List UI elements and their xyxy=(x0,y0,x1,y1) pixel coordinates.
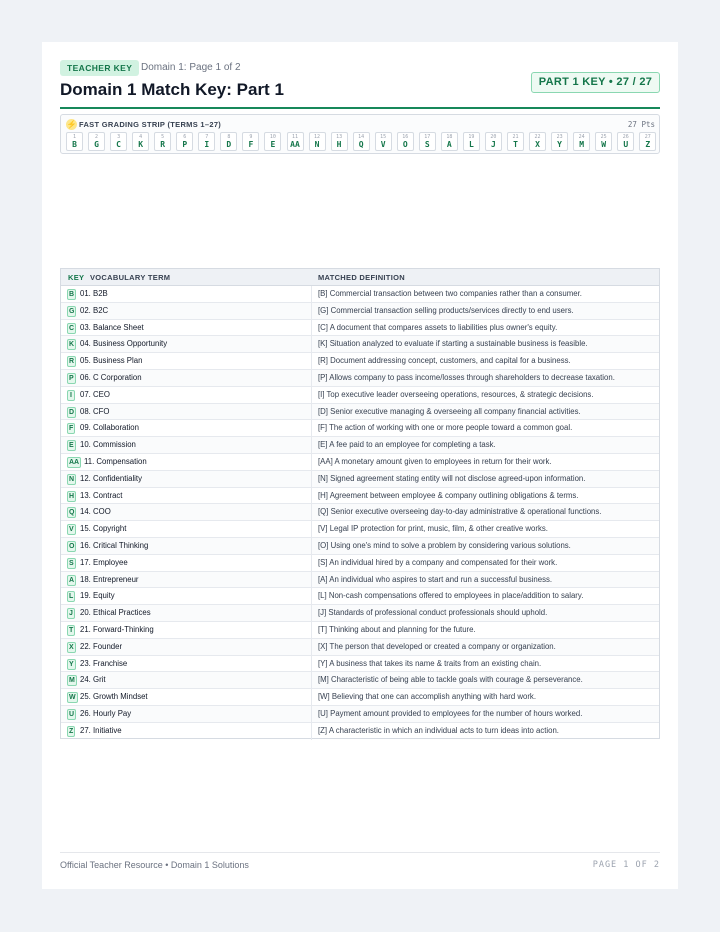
table-row xyxy=(61,572,659,589)
grading-cell-number: 6 xyxy=(183,134,187,140)
header-key: KEY xyxy=(68,273,85,282)
key-letter-badge: T xyxy=(69,626,74,634)
vocabulary-term: 10. Commission xyxy=(80,440,136,450)
column-divider xyxy=(311,504,312,520)
grading-cell-number: 2 xyxy=(95,134,99,140)
matched-definition: [O] Using one's mind to solve a problem by considering various solutions. xyxy=(318,540,571,550)
grading-cell xyxy=(551,132,568,151)
column-divider xyxy=(311,471,312,487)
matched-definition: [F] The action of working with one or more people toward a common goal. xyxy=(318,423,573,433)
key-letter-badge: P xyxy=(69,374,74,382)
vocabulary-term: 19. Equity xyxy=(80,591,115,601)
vocabulary-term: 18. Entrepreneur xyxy=(80,574,139,584)
grading-cell-number: 13 xyxy=(336,134,343,140)
grading-cell-number: 23 xyxy=(556,134,563,140)
vocabulary-term: 03. Balance Sheet xyxy=(80,322,144,332)
matched-definition: [J] Standards of professional conduct professionals should uphold. xyxy=(318,608,548,618)
matched-definition: [U] Payment amount provided to employees for the number of hours worked. xyxy=(318,708,583,718)
vocabulary-term: 02. B2C xyxy=(80,305,109,315)
grading-cell xyxy=(132,132,149,151)
column-divider xyxy=(311,303,312,319)
vocabulary-term: 01. B2B xyxy=(80,289,108,298)
table-row xyxy=(61,488,659,505)
grading-cell xyxy=(397,132,414,151)
grading-cell-number: 14 xyxy=(358,134,365,140)
matched-definition: [Z] A characteristic in which an individual acts to turn ideas into action. xyxy=(318,725,559,735)
matched-definition: [X] The person that developed or created a company or organization. xyxy=(318,641,556,651)
grading-cell-letter: W xyxy=(601,140,607,149)
grading-cell-letter: U xyxy=(623,140,629,149)
grading-cell-number: 21 xyxy=(512,134,519,140)
table-row xyxy=(61,504,659,521)
grading-cell-letter: Y xyxy=(557,140,562,149)
grading-cell xyxy=(88,132,105,151)
matched-definition: [Q] Senior executive overseeing day-to-day administrative & operational functions. xyxy=(318,507,602,517)
footer-divider xyxy=(60,852,660,853)
column-divider xyxy=(311,387,312,403)
grading-cell xyxy=(507,132,524,151)
key-letter-badge: L xyxy=(69,593,74,601)
grading-cell-number: 26 xyxy=(622,134,629,140)
table-row xyxy=(61,370,659,387)
grading-cell xyxy=(287,132,304,151)
grading-cell xyxy=(110,132,127,151)
grading-cell-letter: Z xyxy=(645,140,651,149)
grading-cell-letter: Q xyxy=(358,140,364,149)
grading-cell-letter: K xyxy=(138,140,144,149)
table-row xyxy=(61,588,659,605)
key-letter-badge: W xyxy=(69,694,76,702)
column-divider xyxy=(311,538,312,554)
table-row xyxy=(61,672,659,689)
key-letter-badge: V xyxy=(69,526,74,534)
vocabulary-term: 05. Business Plan xyxy=(80,356,143,366)
key-letter-badge: Q xyxy=(69,509,75,517)
grading-cell-letter: J xyxy=(491,140,496,149)
vocabulary-term: 11. Compensation xyxy=(84,456,147,466)
column-divider xyxy=(311,420,312,436)
table-row xyxy=(61,656,659,673)
column-divider xyxy=(311,404,312,420)
vocabulary-term: 20. Ethical Practices xyxy=(80,608,151,618)
grading-cell-letter: T xyxy=(513,140,518,149)
vocabulary-term: 21. Forward-Thinking xyxy=(80,624,154,634)
grading-cell-number: 24 xyxy=(578,134,585,140)
grading-cell xyxy=(617,132,634,151)
column-divider xyxy=(311,454,312,470)
table-row xyxy=(61,723,659,740)
table-row xyxy=(61,689,659,706)
vocabulary-term: 15. Copyright xyxy=(80,524,127,534)
grading-cell-letter: F xyxy=(248,140,254,149)
grading-cell-letter: P xyxy=(182,140,188,149)
table-row xyxy=(61,336,659,353)
grading-cell-number: 3 xyxy=(117,134,121,140)
grading-cell-letter: E xyxy=(270,140,276,149)
key-letter-badge: S xyxy=(69,559,74,567)
column-divider xyxy=(311,723,312,740)
grading-cell xyxy=(198,132,215,151)
key-letter-badge: E xyxy=(69,442,74,450)
page-subtitle: Domain 1: Page 1 of 2 xyxy=(141,62,241,73)
matched-definition: [G] Commercial transaction selling products/services directly to end users. xyxy=(318,305,574,315)
grading-cell-number: 11 xyxy=(291,134,299,140)
table-row xyxy=(61,353,659,370)
grading-cell-number: 12 xyxy=(314,134,321,140)
column-divider xyxy=(311,488,312,504)
table-row xyxy=(61,538,659,555)
matched-definition: [AA] A monetary amount given to employees in return for their work. xyxy=(318,456,552,466)
vocabulary-term: 06. C Corporation xyxy=(80,372,142,382)
grading-cell-number: 7 xyxy=(205,134,209,140)
matched-definition: [W] Believing that one can accomplish anything with hard work. xyxy=(318,692,536,702)
table-row xyxy=(61,303,659,320)
grading-cell-number: 4 xyxy=(139,134,143,140)
key-letter-badge: Z xyxy=(69,727,74,735)
grading-cell-letter: G xyxy=(94,140,99,149)
column-divider xyxy=(311,555,312,571)
grading-cell xyxy=(309,132,326,151)
grading-cell-number: 1 xyxy=(72,134,76,140)
header-matched-definition: MATCHED DEFINITION xyxy=(318,273,405,282)
grading-cell-number: 8 xyxy=(227,134,231,140)
grading-cell-number: 19 xyxy=(468,134,475,140)
table-row xyxy=(61,521,659,538)
grading-cell xyxy=(66,132,83,151)
vocabulary-term: 25. Growth Mindset xyxy=(80,692,148,702)
grading-cell-letter: S xyxy=(424,140,430,149)
table-row xyxy=(61,622,659,639)
grading-cell xyxy=(331,132,348,151)
matched-definition: [M] Characteristic of being able to tackle goals with courage & perseverance. xyxy=(318,675,583,685)
column-divider xyxy=(311,656,312,672)
table-row xyxy=(61,605,659,622)
matched-definition: [A] An individual who aspires to start and run a successful business. xyxy=(318,574,553,584)
footer-label: Official Teacher Resource • Domain 1 Solutions xyxy=(60,860,249,870)
vocabulary-term: 16. Critical Thinking xyxy=(80,540,149,550)
vocabulary-term: 08. CFO xyxy=(80,406,110,416)
key-letter-badge: J xyxy=(67,608,75,619)
key-letter-badge: Y xyxy=(69,660,74,668)
grading-cell-number: 20 xyxy=(490,134,497,140)
vocabulary-term: 13. Contract xyxy=(80,490,123,500)
column-divider xyxy=(311,353,312,369)
key-letter-badge: B xyxy=(69,291,75,298)
column-divider xyxy=(311,521,312,537)
vocabulary-term: 09. Collaboration xyxy=(80,423,139,433)
grading-strip xyxy=(60,114,660,154)
grading-cell-number: 16 xyxy=(402,134,409,140)
table-row xyxy=(61,420,659,437)
vocabulary-term: 23. Franchise xyxy=(80,658,128,668)
page-title: Domain 1 Match Key: Part 1 xyxy=(60,80,284,99)
grading-cell-number: 25 xyxy=(600,134,607,140)
answer-key-page xyxy=(42,42,678,889)
grading-cell-number: 5 xyxy=(161,134,165,140)
grading-cell-number: 18 xyxy=(446,134,453,140)
matched-definition: [D] Senior executive managing & overseeing all company financial activities. xyxy=(318,406,581,416)
table-row xyxy=(61,639,659,656)
matched-definition: [R] Document addressing concept, customers, and capital for a business. xyxy=(318,356,571,366)
grading-cell xyxy=(242,132,259,151)
vocabulary-term: 12. Confidentiality xyxy=(80,473,142,483)
column-divider xyxy=(311,706,312,722)
table-row xyxy=(61,555,659,572)
teacher-key-badge: TEACHER KEY xyxy=(60,60,139,76)
matched-definition: [S] An individual hired by a company and compensated for their work. xyxy=(318,557,558,567)
vocabulary-term: 26. Hourly Pay xyxy=(80,708,132,718)
column-divider xyxy=(311,370,312,386)
grading-cell-letter: H xyxy=(336,140,342,149)
table-row xyxy=(61,404,659,421)
header-vocabulary-term: VOCABULARY TERM xyxy=(90,273,171,282)
vocabulary-term: 27. Initiative xyxy=(80,725,122,735)
grading-cell xyxy=(220,132,237,151)
vocabulary-term: 22. Founder xyxy=(80,641,123,651)
grading-cell xyxy=(485,132,502,151)
grading-cell-letter: AA xyxy=(290,140,300,149)
key-letter-badge: F xyxy=(69,425,74,433)
grading-cell xyxy=(639,132,656,151)
grading-cell xyxy=(264,132,281,151)
key-letter-badge: R xyxy=(69,358,75,366)
table-row xyxy=(61,387,659,404)
grading-strip-points: 27 Pts xyxy=(627,120,655,129)
table-body xyxy=(61,286,659,740)
matched-definition: [E] A fee paid to an employee for completing a task. xyxy=(318,440,496,450)
lightning-bolt-icon: ⚡ xyxy=(66,120,77,129)
matched-definition: [C] A document that compares assets to liabilities plus owner's equity. xyxy=(318,322,558,332)
vocabulary-term: 04. Business Opportunity xyxy=(80,339,168,349)
match-key-table xyxy=(60,268,660,739)
grading-cell-letter: B xyxy=(72,140,77,149)
key-letter-badge: M xyxy=(69,677,75,685)
grading-cell xyxy=(176,132,193,151)
key-letter-badge: D xyxy=(69,408,75,416)
grading-cell-letter: X xyxy=(535,140,540,149)
key-letter-badge: X xyxy=(69,643,74,651)
grading-cell-letter: V xyxy=(380,140,386,149)
vocabulary-term: 24. Grit xyxy=(80,675,106,685)
grading-cell-letter: I xyxy=(204,140,210,149)
matched-definition: [B] Commercial transaction between two companies rather than a consumer. xyxy=(318,289,582,298)
table-row xyxy=(61,437,659,454)
grading-cell xyxy=(595,132,612,151)
matched-definition: [H] Agreement between employee & company outlining obligations & terms. xyxy=(318,490,579,500)
grading-cell-letter: R xyxy=(160,140,166,149)
matched-definition: [K] Situation analyzed to evaluate if starting a sustainable business is feasible. xyxy=(318,339,588,349)
grading-cell xyxy=(441,132,458,151)
table-row xyxy=(61,320,659,337)
matched-definition: [I] Top executive leader overseeing operations, resources, & strategic decisions. xyxy=(318,389,594,399)
column-divider xyxy=(311,622,312,638)
table-row xyxy=(61,454,659,471)
grading-cell xyxy=(573,132,590,151)
key-letter-badge: O xyxy=(69,542,75,550)
score-badge: PART 1 KEY • 27 / 27 xyxy=(531,72,660,93)
key-letter-badge: N xyxy=(69,475,75,483)
table-header xyxy=(61,269,659,286)
matched-definition: [V] Legal IP protection for print, music, film, & other creative works. xyxy=(318,524,548,534)
header-divider xyxy=(60,107,660,109)
column-divider xyxy=(311,437,312,453)
grading-cell-number: 15 xyxy=(380,134,387,140)
matched-definition: [P] Allows company to pass income/losses through shareholders to decrease taxation. xyxy=(318,372,615,382)
grading-cell-number: 22 xyxy=(534,134,541,140)
column-divider xyxy=(311,672,312,688)
key-letter-badge: I xyxy=(67,390,75,401)
grading-cell xyxy=(529,132,546,151)
matched-definition: [T] Thinking about and planning for the future. xyxy=(318,624,476,634)
column-divider xyxy=(311,605,312,621)
column-divider xyxy=(311,336,312,352)
grading-cell-letter: N xyxy=(314,140,320,149)
page-number: PAGE 1 OF 2 xyxy=(592,860,660,870)
grading-cell-number: 9 xyxy=(249,134,253,140)
grading-cell xyxy=(154,132,171,151)
column-divider xyxy=(311,689,312,705)
matched-definition: [N] Signed agreement stating entity will not disclose agreed-upon information. xyxy=(318,473,586,483)
key-letter-badge: AA xyxy=(69,458,80,466)
table-row xyxy=(61,471,659,488)
key-letter-badge: H xyxy=(69,492,75,500)
grading-cell-number: 27 xyxy=(644,134,651,140)
table-row xyxy=(61,286,659,303)
grading-strip-cells xyxy=(66,132,656,151)
column-divider xyxy=(311,320,312,336)
key-letter-badge: C xyxy=(69,324,75,332)
matched-definition: [L] Non-cash compensations offered to employees in place/addition to salary. xyxy=(318,591,584,601)
grading-cell-letter: M xyxy=(579,140,585,149)
column-divider xyxy=(311,572,312,588)
key-letter-badge: U xyxy=(69,710,75,718)
column-divider xyxy=(311,588,312,604)
grading-strip-title: FAST GRADING STRIP (TERMS 1–27) xyxy=(79,120,222,129)
matched-definition: [Y] A business that takes its name & traits from an existing chain. xyxy=(318,658,542,668)
grading-cell-number: 10 xyxy=(269,134,276,140)
column-divider xyxy=(311,286,312,302)
key-letter-badge: A xyxy=(69,576,75,584)
vocabulary-term: 17. Employee xyxy=(80,557,128,567)
grading-cell-letter: A xyxy=(446,140,452,149)
grading-cell xyxy=(419,132,436,151)
key-letter-badge: G xyxy=(69,307,75,315)
grading-cell-letter: D xyxy=(226,140,232,149)
column-divider xyxy=(311,639,312,655)
key-letter-badge: K xyxy=(69,341,75,349)
vocabulary-term: 07. CEO xyxy=(80,389,110,399)
grading-cell xyxy=(463,132,480,151)
grading-cell-letter: L xyxy=(468,140,474,149)
grading-cell-number: 17 xyxy=(424,134,431,140)
grading-cell-letter: O xyxy=(402,140,408,149)
grading-cell xyxy=(353,132,370,151)
grading-cell-letter: C xyxy=(116,140,121,149)
table-row xyxy=(61,706,659,723)
vocabulary-term: 14. COO xyxy=(80,507,111,517)
grading-cell xyxy=(375,132,392,151)
